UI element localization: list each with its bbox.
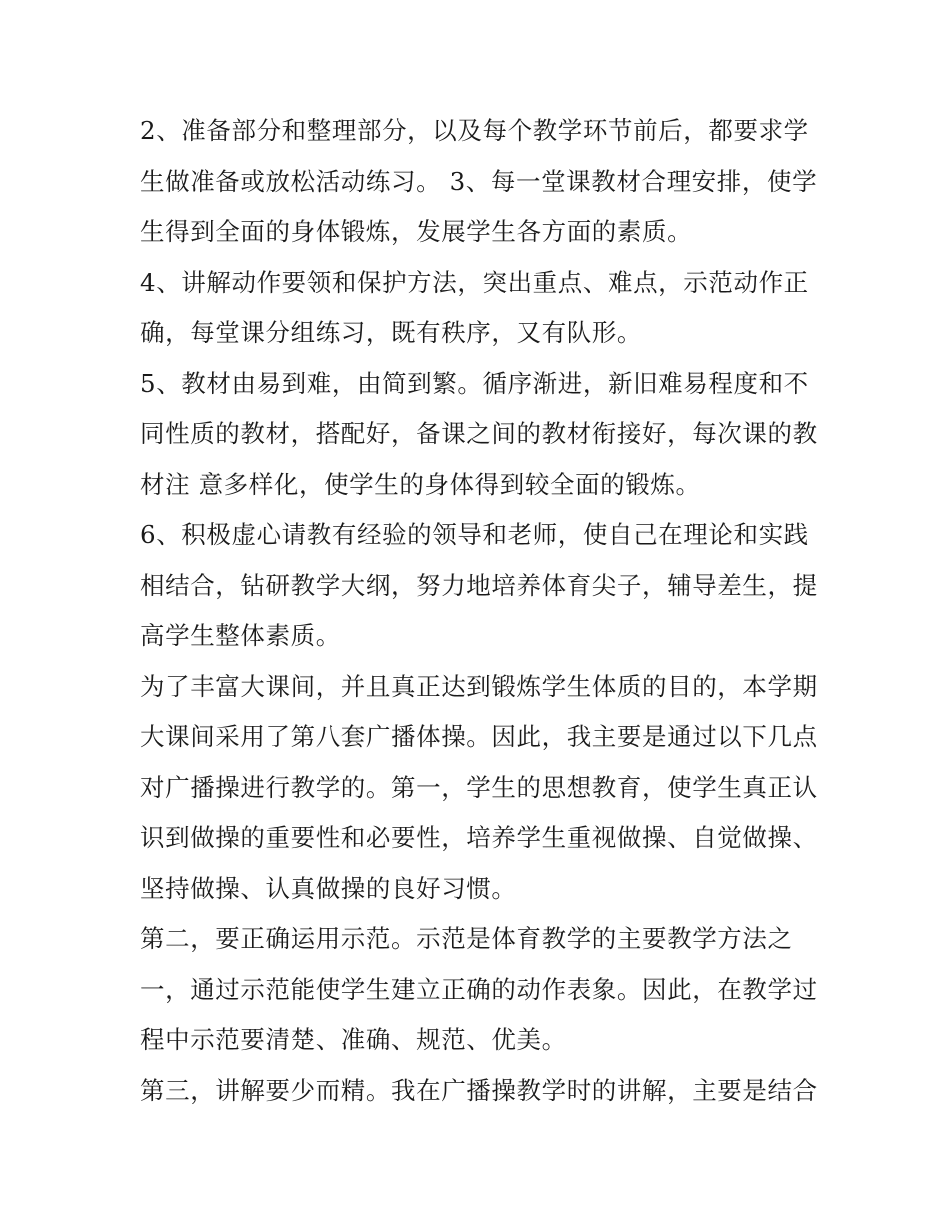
text-line: 2、准备部分和整理部分，以及每个教学环节前后，都要求学 bbox=[140, 116, 809, 145]
text-line: 第二，要正确运用示范。示范是体育教学的主要教学方法之 bbox=[140, 924, 793, 953]
text-line: 5、教材由易到难，由简到繁。循序渐进，新旧难易程度和不 bbox=[140, 368, 809, 398]
text-line: 识到做操的重要性和必要性，培养学生重视做操、自觉做操、 bbox=[140, 823, 818, 852]
text-line: 一，通过示范能使学生建立正确的动作表象。因此，在教学过 bbox=[140, 974, 818, 1004]
paragraph-third-point bbox=[140, 1066, 820, 1117]
text-line: 为了丰富大课间，并且真正达到锻炼学生体质的目的，本学期 bbox=[140, 671, 818, 701]
paragraph-item-5 bbox=[140, 359, 820, 511]
paragraph-second-point bbox=[140, 914, 820, 1066]
text-line: 生做准备或放松活动练习。 3、每一堂课教材合理安排，使学 bbox=[140, 166, 818, 196]
text-line: 确，每堂课分组练习，既有秩序，又有队形。 bbox=[140, 318, 642, 347]
text-line: 相结合，钻研教学大纲，努力地培养体育尖子，辅导差生，提 bbox=[140, 570, 818, 600]
text-line: 大课间采用了第八套广播体操。因此，我主要是通过以下几点 bbox=[140, 722, 818, 751]
text-line: 程中示范要清楚、准确、规范、优美。 bbox=[140, 1025, 567, 1054]
text-line: 对广播操进行教学的。第一，学生的思想教育，使学生真正认 bbox=[140, 772, 818, 802]
paragraph-item-2 bbox=[140, 106, 820, 258]
text-line: 4、讲解动作要领和保护方法，突出重点、难点，示范动作正 bbox=[140, 267, 809, 297]
text-line: 生得到全面的身体锻炼，发展学生各方面的素质。 bbox=[140, 217, 693, 246]
text-line: 高学生整体素质。 bbox=[140, 621, 341, 650]
text-line: 材注 意多样化，使学生的身体得到较全面的锻炼。 bbox=[140, 469, 701, 499]
text-line: 6、积极虚心请教有经验的领导和老师，使自己在理论和实践 bbox=[140, 520, 809, 549]
document-page bbox=[140, 106, 820, 1116]
paragraph-item-4 bbox=[140, 258, 820, 359]
paragraph-item-6 bbox=[140, 510, 820, 662]
text-line: 同性质的教材，搭配好，备课之间的教材衔接好，每次课的教 bbox=[140, 419, 818, 448]
text-line: 第三，讲解要少而精。我在广播操教学时的讲解，主要是结合 bbox=[140, 1075, 818, 1105]
text-line: 坚持做操、认真做操的良好习惯。 bbox=[140, 873, 517, 903]
paragraph-broadcast-exercise-intro bbox=[140, 662, 820, 915]
